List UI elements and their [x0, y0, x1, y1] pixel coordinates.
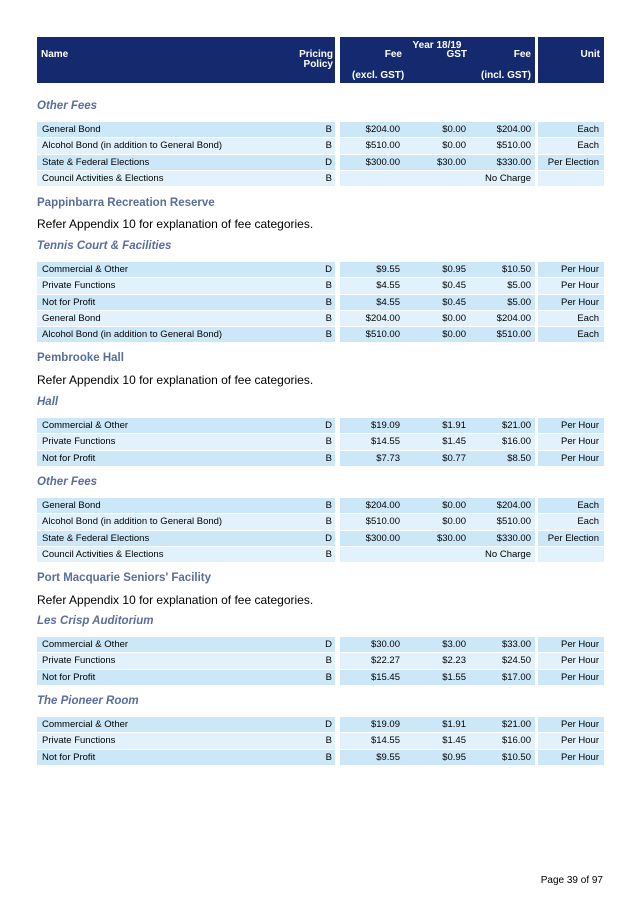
- table-row: [37, 434, 604, 450]
- cell-policy: B: [325, 735, 332, 747]
- cell-policy: D: [325, 156, 332, 168]
- cell-name: Commercial & Other: [42, 639, 129, 650]
- cell-policy: B: [325, 436, 332, 448]
- cell-policy: B: [325, 671, 332, 683]
- cell-fee-excl: $300.00: [365, 156, 400, 168]
- cell-policy: B: [325, 124, 332, 135]
- cell-policy: D: [325, 639, 332, 650]
- cell-fee-excl: $300.00: [365, 532, 400, 544]
- cell-fee-excl: $9.55: [376, 264, 400, 275]
- cell-name: Not for Profit: [42, 751, 96, 763]
- fee-table: [37, 418, 604, 467]
- table-row: [37, 418, 604, 434]
- cell-fee-incl: $21.00: [501, 420, 531, 431]
- cell-gst: $1.45: [442, 735, 466, 747]
- cell-name: State & Federal Elections: [42, 156, 150, 168]
- header-fee-excl: Fee: [384, 49, 402, 60]
- header-incl-note: (incl. GST): [481, 70, 531, 81]
- cell-name-bg: [37, 451, 335, 466]
- cell-fee-excl: $510.00: [365, 516, 400, 528]
- cell-policy: D: [325, 420, 332, 431]
- cell-fee-incl: $330.00: [496, 532, 531, 544]
- cell-fee-excl: $4.55: [376, 280, 400, 292]
- table-row: [37, 547, 604, 563]
- cell-unit: Per Hour: [560, 655, 599, 667]
- cell-unit: Each: [577, 124, 599, 135]
- section-heading: Port Macquarie Seniors' Facility: [37, 572, 212, 584]
- cell-name: Alcohol Bond (in addition to General Bond): [42, 329, 223, 341]
- cell-name-bg: [37, 733, 335, 748]
- cell-gst: $0.45: [442, 296, 466, 308]
- cell-unit: Per Election: [547, 532, 599, 544]
- cell-gst: $0.00: [442, 124, 466, 135]
- cell-unit-bg: [538, 171, 604, 186]
- cell-fee-incl: $204.00: [496, 312, 531, 324]
- cell-fee-incl: $10.50: [501, 264, 531, 275]
- cell-policy: B: [325, 172, 332, 184]
- fee-category-note: Refer Appendix 10 for explanation of fee categories.: [37, 373, 314, 387]
- cell-unit: Per Hour: [560, 452, 599, 464]
- cell-name: Commercial & Other: [42, 420, 129, 431]
- section-heading: Pembrooke Hall: [37, 352, 124, 364]
- cell-policy: B: [325, 329, 332, 341]
- cell-name-bg: [37, 262, 335, 277]
- cell-fee-excl: $22.27: [370, 655, 400, 667]
- cell-fee-incl: $5.00: [507, 296, 531, 308]
- cell-fee-excl: $19.09: [370, 420, 400, 431]
- subsection-heading: Other Fees: [37, 476, 98, 488]
- header-name: Name: [41, 49, 69, 60]
- cell-policy: D: [325, 264, 332, 275]
- header-unit: Unit: [580, 49, 600, 60]
- cell-fee-excl: $204.00: [365, 124, 400, 135]
- table-row: [37, 451, 604, 467]
- cell-fee-incl: $21.00: [501, 719, 531, 730]
- cell-unit: Per Hour: [560, 264, 599, 275]
- table-row: [37, 171, 604, 187]
- header-policy: Policy: [303, 59, 333, 70]
- table-row: [37, 733, 604, 749]
- fee-table: [37, 717, 604, 766]
- cell-fee-excl: $7.73: [376, 452, 400, 464]
- cell-gst: $1.45: [442, 436, 466, 448]
- fee-table: [37, 262, 604, 343]
- cell-fee-incl: $8.50: [507, 452, 531, 464]
- fee-table: [37, 637, 604, 686]
- cell-fees-bg: [340, 451, 535, 466]
- subsection-heading: Les Crisp Auditorium: [37, 615, 154, 627]
- cell-policy: B: [325, 280, 332, 292]
- cell-name: Not for Profit: [42, 296, 96, 308]
- cell-unit: Each: [577, 329, 599, 341]
- cell-name-bg: [37, 155, 335, 170]
- subsection-heading: Tennis Court & Facilities: [37, 240, 172, 252]
- cell-name: Private Functions: [42, 735, 116, 747]
- cell-fee-excl: $19.09: [370, 719, 400, 730]
- cell-gst: $0.95: [442, 264, 466, 275]
- table-row: [37, 637, 604, 653]
- table-row: [37, 531, 604, 547]
- cell-no-charge: No Charge: [485, 172, 531, 184]
- cell-policy: B: [325, 516, 332, 528]
- table-row: [37, 717, 604, 733]
- cell-name-bg: [37, 717, 335, 732]
- header-year: Year 18/19: [412, 40, 462, 51]
- cell-name-bg: [37, 311, 335, 326]
- cell-fee-excl: $30.00: [370, 639, 400, 650]
- cell-name: Private Functions: [42, 655, 116, 667]
- cell-name: Commercial & Other: [42, 264, 129, 275]
- cell-unit: Per Hour: [560, 671, 599, 683]
- cell-policy: B: [325, 751, 332, 763]
- header-unit-cell: [538, 37, 604, 83]
- cell-gst: $30.00: [436, 532, 466, 544]
- cell-name-bg: [37, 547, 335, 562]
- cell-name-bg: [37, 138, 335, 153]
- cell-fee-incl: $24.50: [501, 655, 531, 667]
- cell-name: Private Functions: [42, 436, 116, 448]
- cell-name: Alcohol Bond (in addition to General Bond): [42, 140, 223, 152]
- table-row: [37, 278, 604, 294]
- cell-gst: $1.91: [442, 420, 466, 431]
- cell-name: State & Federal Elections: [42, 532, 150, 544]
- table-row: [37, 670, 604, 686]
- cell-fee-excl: $204.00: [365, 312, 400, 324]
- cell-unit: Per Hour: [560, 719, 599, 730]
- cell-policy: D: [325, 532, 332, 544]
- cell-gst: $2.23: [442, 655, 466, 667]
- page-number: Page 39 of 97: [540, 875, 603, 886]
- cell-gst: $0.00: [442, 140, 466, 152]
- cell-fee-incl: $16.00: [501, 436, 531, 448]
- cell-unit: Per Hour: [560, 420, 599, 431]
- cell-fee-excl: $204.00: [365, 500, 400, 511]
- cell-name-bg: [37, 653, 335, 668]
- header-excl-note: (excl. GST): [352, 70, 405, 81]
- cell-fee-excl: $14.55: [370, 436, 400, 448]
- cell-policy: B: [325, 655, 332, 667]
- cell-fee-incl: $5.00: [507, 280, 531, 292]
- cell-policy: B: [325, 452, 332, 464]
- cell-name-bg: [37, 670, 335, 685]
- fee-category-note: Refer Appendix 10 for explanation of fee categories.: [37, 217, 314, 231]
- cell-policy: B: [325, 296, 332, 308]
- cell-name-bg: [37, 418, 335, 433]
- table-row: [37, 122, 604, 138]
- cell-fee-incl: $10.50: [501, 751, 531, 763]
- cell-gst: $0.00: [442, 312, 466, 324]
- cell-name: Alcohol Bond (in addition to General Bond): [42, 516, 223, 528]
- header-pricing: Pricing: [299, 49, 333, 60]
- cell-fee-excl: $9.55: [376, 751, 400, 763]
- cell-unit: Per Election: [547, 156, 599, 168]
- cell-fee-incl: $510.00: [496, 516, 531, 528]
- cell-unit: Per Hour: [560, 280, 599, 292]
- table-row: [37, 138, 604, 154]
- cell-unit: Per Hour: [560, 735, 599, 747]
- cell-policy: D: [325, 719, 332, 730]
- cell-policy: B: [325, 500, 332, 511]
- table-row: [37, 295, 604, 311]
- cell-unit: Per Hour: [560, 751, 599, 763]
- cell-gst: $0.00: [442, 516, 466, 528]
- cell-unit: Per Hour: [560, 296, 599, 308]
- cell-fee-incl: $510.00: [496, 329, 531, 341]
- cell-name-bg: [37, 295, 335, 310]
- cell-unit: Each: [577, 140, 599, 152]
- cell-unit: Each: [577, 312, 599, 324]
- cell-fees-bg: [340, 295, 535, 310]
- cell-name: Council Activities & Elections: [42, 172, 164, 184]
- section-heading: Pappinbarra Recreation Reserve: [37, 197, 215, 209]
- cell-gst: $1.55: [442, 671, 466, 683]
- cell-gst: $3.00: [442, 639, 466, 650]
- cell-fee-incl: $33.00: [501, 639, 531, 650]
- table-header: [37, 37, 604, 83]
- cell-name-bg: [37, 498, 335, 513]
- fee-table: [37, 498, 604, 563]
- table-row: [37, 155, 604, 171]
- cell-fees-bg: [340, 278, 535, 293]
- table-row: [37, 311, 604, 327]
- fee-table: [37, 122, 604, 187]
- cell-name-bg: [37, 434, 335, 449]
- cell-gst: $0.77: [442, 452, 466, 464]
- cell-no-charge: No Charge: [485, 548, 531, 560]
- cell-name: Not for Profit: [42, 452, 96, 464]
- cell-name-bg: [37, 327, 335, 342]
- subsection-heading: The Pioneer Room: [37, 695, 139, 707]
- cell-gst: $1.91: [442, 719, 466, 730]
- cell-name: Commercial & Other: [42, 719, 129, 730]
- cell-name: General Bond: [42, 500, 101, 511]
- cell-name: Not for Profit: [42, 671, 96, 683]
- cell-unit: Each: [577, 516, 599, 528]
- cell-name: General Bond: [42, 312, 101, 324]
- cell-fee-incl: $204.00: [496, 124, 531, 135]
- header-fee-incl: Fee: [513, 49, 531, 60]
- cell-fee-excl: $510.00: [365, 140, 400, 152]
- subsection-heading: Other Fees: [37, 100, 98, 112]
- cell-fee-incl: $16.00: [501, 735, 531, 747]
- cell-policy: B: [325, 140, 332, 152]
- cell-name-bg: [37, 171, 335, 186]
- cell-fee-excl: $510.00: [365, 329, 400, 341]
- table-row: [37, 498, 604, 514]
- cell-name-bg: [37, 637, 335, 652]
- cell-name: Council Activities & Elections: [42, 548, 164, 560]
- cell-fee-incl: $204.00: [496, 500, 531, 511]
- cell-name-bg: [37, 122, 335, 137]
- cell-gst: $30.00: [436, 156, 466, 168]
- cell-name: General Bond: [42, 124, 101, 135]
- cell-gst: $0.95: [442, 751, 466, 763]
- table-row: [37, 750, 604, 766]
- cell-unit-bg: [538, 547, 604, 562]
- cell-name-bg: [37, 514, 335, 529]
- cell-name-bg: [37, 750, 335, 765]
- cell-policy: B: [325, 312, 332, 324]
- cell-fee-incl: $510.00: [496, 140, 531, 152]
- cell-name-bg: [37, 531, 335, 546]
- fee-category-note: Refer Appendix 10 for explanation of fee categories.: [37, 593, 314, 607]
- table-row: [37, 514, 604, 530]
- table-row: [37, 653, 604, 669]
- cell-fee-incl: $330.00: [496, 156, 531, 168]
- cell-fee-excl: $15.45: [370, 671, 400, 683]
- cell-gst: $0.00: [442, 329, 466, 341]
- table-row: [37, 262, 604, 278]
- subsection-heading: Hall: [37, 396, 59, 408]
- table-row: [37, 327, 604, 343]
- cell-unit: Per Hour: [560, 436, 599, 448]
- cell-unit: Per Hour: [560, 639, 599, 650]
- cell-policy: B: [325, 548, 332, 560]
- cell-gst: $0.45: [442, 280, 466, 292]
- header-gst: GST: [446, 49, 467, 60]
- cell-unit: Each: [577, 500, 599, 511]
- cell-name: Private Functions: [42, 280, 116, 292]
- cell-name-bg: [37, 278, 335, 293]
- cell-gst: $0.00: [442, 500, 466, 511]
- cell-fee-incl: $17.00: [501, 671, 531, 683]
- cell-fee-excl: $14.55: [370, 735, 400, 747]
- cell-fee-excl: $4.55: [376, 296, 400, 308]
